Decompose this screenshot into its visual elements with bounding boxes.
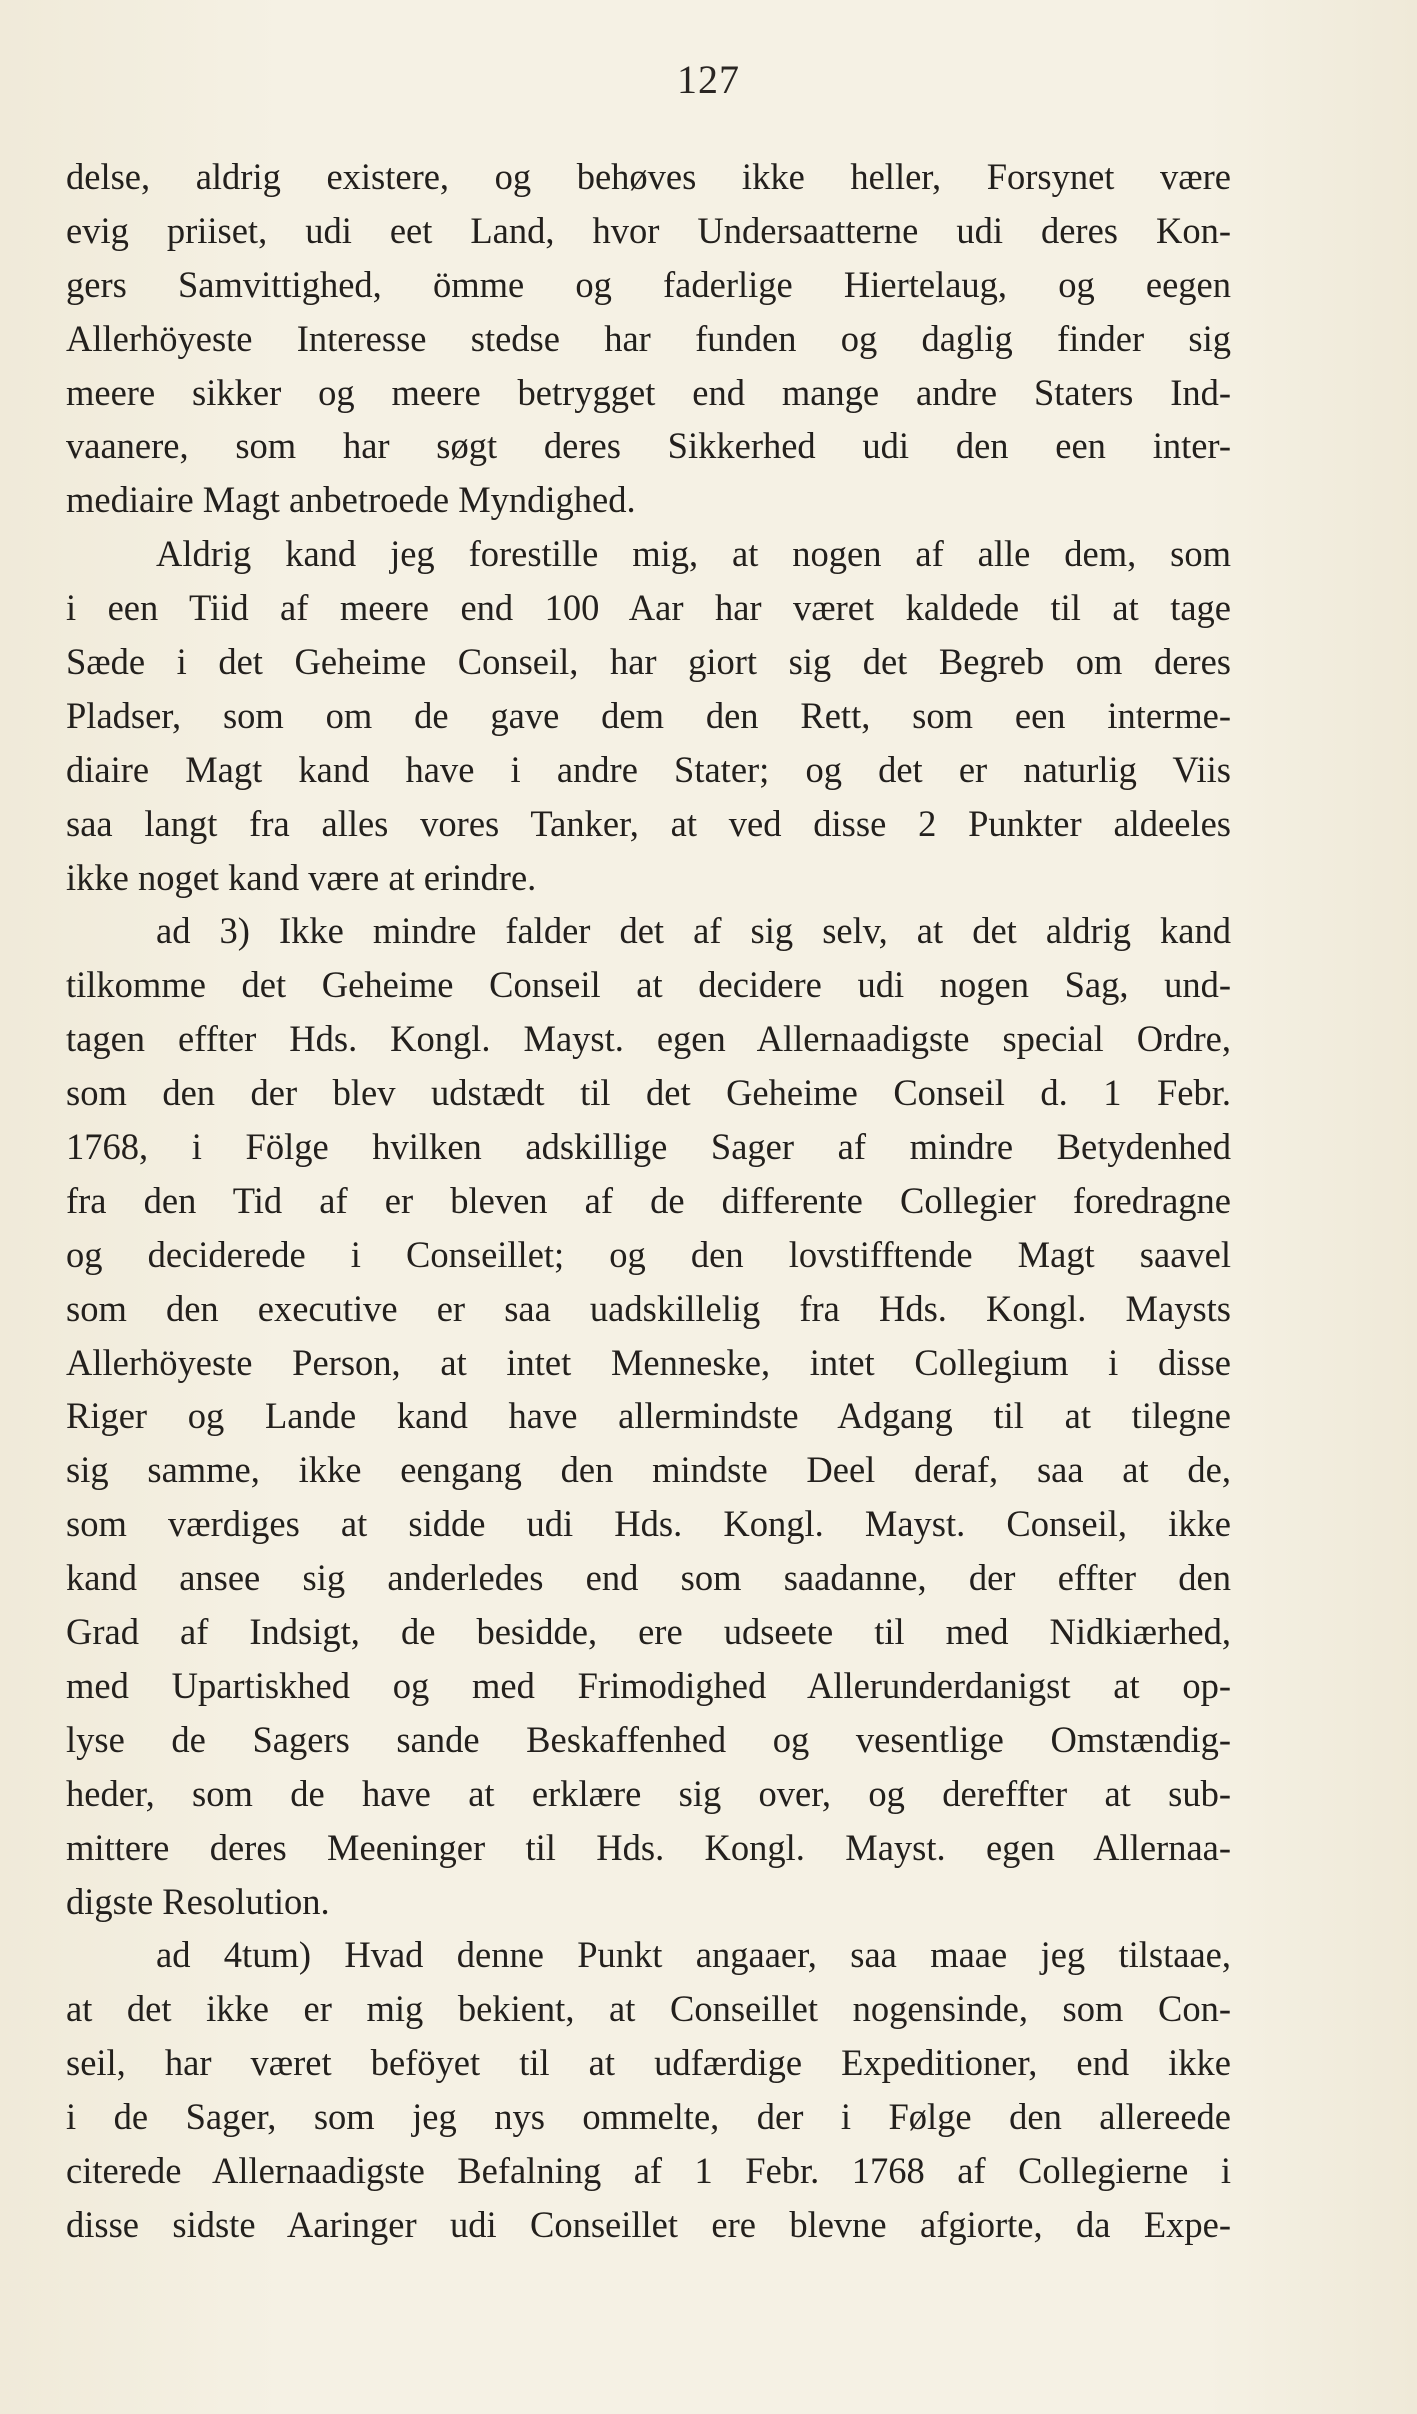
text-line: ikke noget kand være at erindre.: [66, 856, 537, 898]
text-line: og deciderede i Conseillet; og den lovstifftende Magt saavel: [66, 1233, 1231, 1275]
text-line: Allerhöyeste Interesse stedse har funden og daglig finder sig: [66, 317, 1231, 359]
text-line: seil, har været beföyet til at udfærdige Expeditioner, end ikke: [66, 2042, 1231, 2084]
text-line: heder, som de have at erklære sig over, og dereffter at sub-: [66, 1772, 1231, 1814]
body-text: [66, 150, 1231, 2252]
text-line: Riger og Lande kand have allermindste Adgang til at tilegne: [66, 1395, 1231, 1437]
text-line: i een Tiid af meere end 100 Aar har været kaldede til at tage: [66, 587, 1231, 629]
text-line: som værdiges at sidde udi Hds. Kongl. Mayst. Conseil, ikke: [66, 1503, 1231, 1545]
text-line: ad 4tum) Hvad denne Punkt angaaer, saa maae jeg tilstaae,: [156, 1934, 1231, 1976]
text-line: tilkomme det Geheime Conseil at decidere udi nogen Sag, und-: [66, 964, 1231, 1006]
text-line: delse, aldrig existere, og behøves ikke heller, Forsynet være: [66, 156, 1231, 197]
text-line: med Upartiskhed og med Frimodighed Allerunderdanigst at op-: [66, 1664, 1231, 1706]
text-line: evig priiset, udi eet Land, hvor Undersaatterne udi deres Kon-: [66, 209, 1231, 251]
text-line: diaire Magt kand have i andre Stater; og det er naturlig Viis: [66, 748, 1231, 790]
text-line: Allerhöyeste Person, at intet Menneske, intet Collegium i disse: [66, 1341, 1231, 1383]
text-line: disse sidste Aaringer udi Conseillet ere blevne afgiorte, da Expe-: [66, 2203, 1231, 2245]
text-line: gers Samvittighed, ömme og faderlige Hiertelaug, og eegen: [66, 263, 1231, 305]
text-line: tagen effter Hds. Kongl. Mayst. egen Allernaadigste special Ordre,: [66, 1018, 1231, 1060]
text-line: mittere deres Meeninger til Hds. Kongl. Mayst. egen Allernaa-: [66, 1826, 1231, 1868]
text-line: vaanere, som har søgt deres Sikkerhed udi den een inter-: [66, 425, 1231, 467]
text-line: Pladser, som om de gave dem den Rett, som een interme-: [66, 694, 1231, 736]
text-line: meere sikker og meere betrygget end mange andre Staters Ind-: [66, 371, 1231, 413]
text-line: som den executive er saa uadskillelig fra Hds. Kongl. Maysts: [66, 1287, 1231, 1329]
text-line: i de Sager, som jeg nys ommelte, der i Følge den allereede: [66, 2096, 1231, 2138]
text-line: sig samme, ikke eengang den mindste Deel deraf, saa at de,: [66, 1449, 1231, 1491]
text-line: ad 3) Ikke mindre falder det af sig selv, at det aldrig kand: [156, 910, 1231, 952]
text-line: Sæde i det Geheime Conseil, har giort sig det Begreb om deres: [66, 641, 1231, 683]
text-line: som den der blev udstædt til det Geheime Conseil d. 1 Febr.: [66, 1072, 1231, 1114]
text-line: digste Resolution.: [66, 1880, 330, 1922]
text-line: kand ansee sig anderledes end som saadanne, der effter den: [66, 1557, 1231, 1599]
text-line: fra den Tid af er bleven af de differente Collegier foredragne: [66, 1179, 1231, 1221]
text-line: lyse de Sagers sande Beskaffenhed og vesentlige Omstændig-: [66, 1718, 1231, 1760]
page-number: 127: [677, 57, 740, 102]
text-line: Aldrig kand jeg forestille mig, at nogen af alle dem, som: [156, 533, 1231, 575]
text-line: 1768, i Fölge hvilken adskillige Sager af mindre Betydenhed: [66, 1126, 1231, 1168]
text-line: at det ikke er mig bekient, at Conseillet nogensinde, som Con-: [66, 1988, 1231, 2030]
text-line: mediaire Magt anbetroede Myndighed.: [66, 479, 636, 521]
text-line: Grad af Indsigt, de besidde, ere udseete til med Nidkiærhed,: [66, 1611, 1231, 1653]
text-line: saa langt fra alles vores Tanker, at ved disse 2 Punkter aldeeles: [66, 802, 1231, 844]
text-line: citerede Allernaadigste Befalning af 1 Febr. 1768 af Collegierne i: [66, 2149, 1231, 2191]
